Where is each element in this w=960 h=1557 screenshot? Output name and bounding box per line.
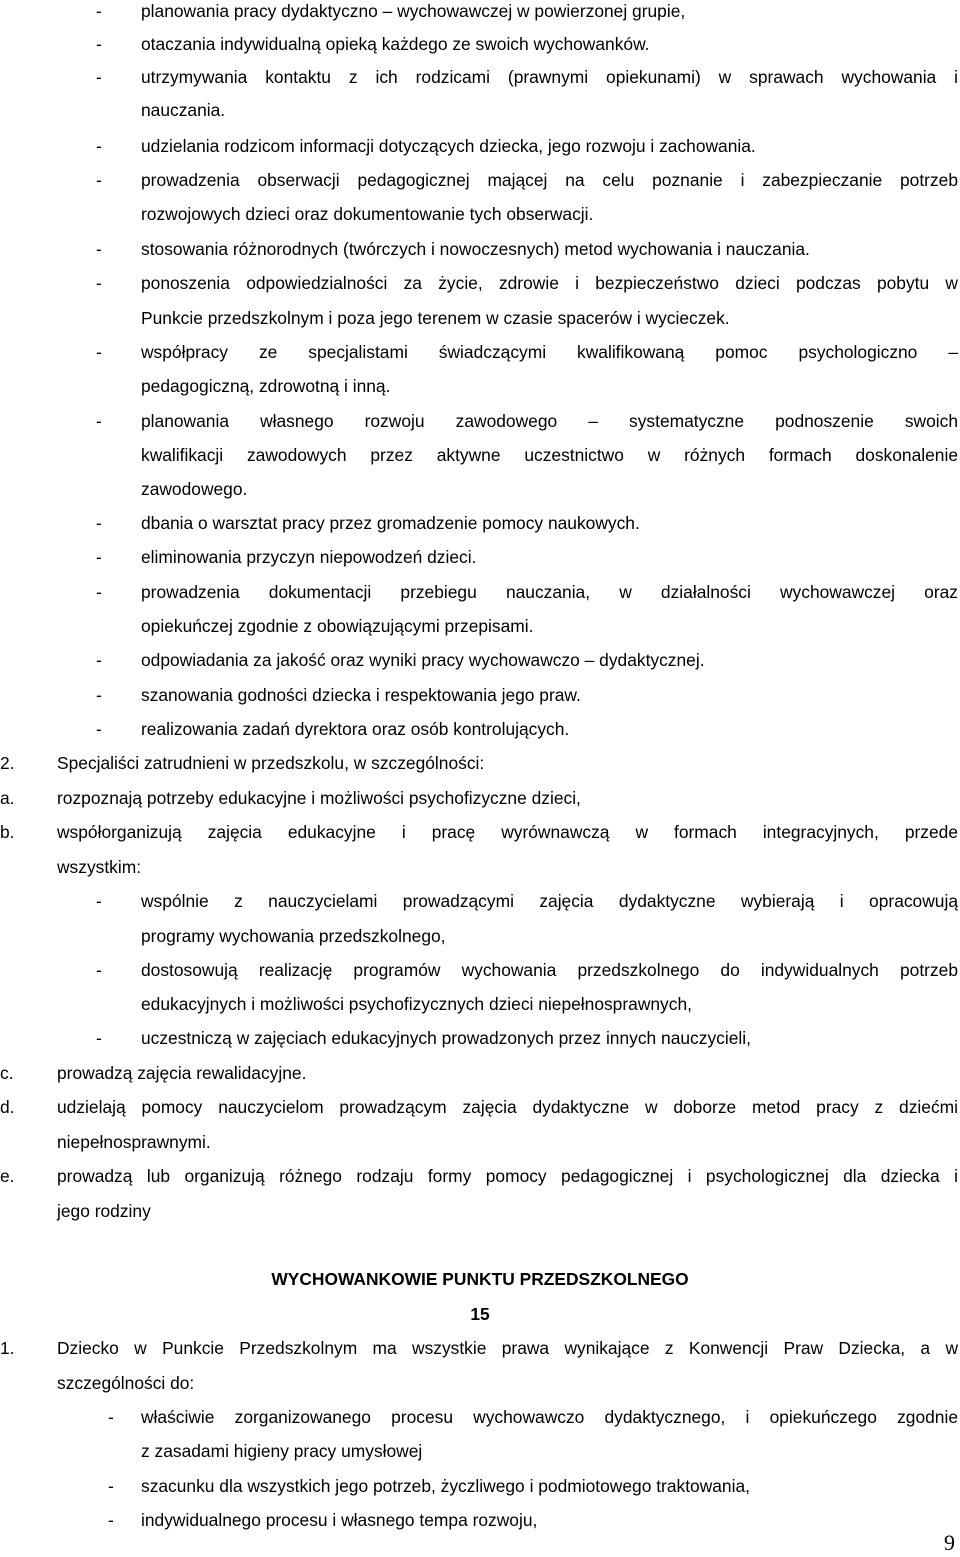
list-dash: - (96, 342, 102, 362)
list-item-line: dbania o warsztat pracy przez gromadzenie pomocy naukowych. (141, 513, 640, 533)
page-number: 9 (944, 1530, 955, 1555)
sub-point-text: prowadzą lub organizują różnego rodzaju formy pomocy pedagogicznej i psychologicznej dla dziecka i (57, 1166, 958, 1186)
sub-point-marker: b. (0, 822, 15, 842)
list-item-line: z zasadami higieny pracy umysłowej (141, 1441, 423, 1461)
list-item-line: wspólnie z nauczycielami prowadzącymi zajęcia dydaktyczne wybierają i opracowują (141, 891, 958, 911)
list-dash: - (96, 1, 102, 21)
sub-point-marker: d. (0, 1097, 15, 1117)
list-dash: - (96, 513, 102, 533)
list-item-line: otaczania indywidualną opieką każdego ze swoich wychowanków. (141, 34, 650, 54)
point-text: Specjaliści zatrudnieni w przedszkolu, w szczególności: (57, 753, 485, 773)
list-item-line: programy wychowania przedszkolnego, (141, 926, 446, 946)
list-item-line: kwalifikacji zawodowych przez aktywne uczestnictwo w różnych formach doskonalenie (141, 445, 958, 465)
sub-point-marker: e. (0, 1166, 15, 1186)
list-dash: - (96, 239, 102, 259)
list-item-line: rozwojowych dzieci oraz dokumentowanie tych obserwacji. (141, 204, 594, 224)
sub-point-text: prowadzą zajęcia rewalidacyjne. (57, 1063, 307, 1083)
list-dash: - (96, 891, 102, 911)
sub-point-text: współorganizują zajęcia edukacyjne i pracę wyrównawczą w formach integracyjnych, przede (57, 822, 958, 842)
list-dash: - (96, 67, 102, 87)
list-dash: - (108, 1510, 114, 1530)
list-dash: - (96, 273, 102, 293)
list-dash: - (96, 34, 102, 54)
list-item-line: udzielania rodzicom informacji dotyczących dziecka, jego rozwoju i zachowania. (141, 136, 756, 156)
list-item-line: Punkcie przedszkolnym i poza jego terenem w czasie spacerów i wycieczek. (141, 308, 730, 328)
list-item-line: eliminowania przyczyn niepowodzeń dzieci. (141, 547, 477, 567)
list-item-line: właściwie zorganizowanego procesu wychowawczo dydaktycznego, i opiekuńczego zgodnie (141, 1407, 958, 1427)
list-dash: - (96, 960, 102, 980)
list-item-line: opiekuńczej zgodnie z obowiązującymi przepisami. (141, 616, 534, 636)
list-dash: - (108, 1476, 114, 1496)
list-item-line: indywidualnego procesu i własnego tempa rozwoju, (141, 1510, 538, 1530)
list-dash: - (96, 719, 102, 739)
section-heading: WYCHOWANKOWIE PUNKTU PRZEDSZKOLNEGO (271, 1269, 689, 1289)
list-item-line: utrzymywania kontaktu z ich rodzicami (prawnymi opiekunami) w sprawach wychowania i (141, 67, 958, 87)
sub-point-text: wszystkim: (57, 857, 142, 877)
point-number: 1. (0, 1338, 15, 1358)
list-item-line: nauczania. (141, 100, 226, 120)
list-dash: - (96, 685, 102, 705)
list-dash: - (96, 650, 102, 670)
list-item-line: uczestniczą w zajęciach edukacyjnych prowadzonych przez innych nauczycieli, (141, 1028, 751, 1048)
list-item-line: planowania własnego rozwoju zawodowego – systematyczne podnoszenie swoich (141, 411, 958, 431)
list-dash: - (96, 136, 102, 156)
list-item-line: współpracy ze specjalistami świadczącymi kwalifikowaną pomoc psychologiczno – (141, 342, 958, 362)
list-dash: - (96, 1028, 102, 1048)
point-text: Dziecko w Punkcie Przedszkolnym ma wszystkie prawa wynikające z Konwencji Praw Dziecka, a w (57, 1338, 958, 1358)
list-dash: - (108, 1407, 114, 1427)
list-item-line: realizowania zadań dyrektora oraz osób kontrolujących. (141, 719, 570, 739)
list-dash: - (96, 582, 102, 602)
list-item-line: szanowania godności dziecka i respektowania jego praw. (141, 685, 581, 705)
sub-point-text: rozpoznają potrzeby edukacyjne i możliwości psychofizyczne dzieci, (57, 788, 581, 808)
list-item-line: planowania pracy dydaktyczno – wychowawczej w powierzonej grupie, (141, 1, 686, 21)
list-item-line: pedagogiczną, zdrowotną i inną. (141, 376, 391, 396)
list-dash: - (96, 547, 102, 567)
point-number: 2. (0, 753, 15, 773)
sub-point-text: jego rodziny (57, 1201, 151, 1221)
list-item-line: prowadzenia obserwacji pedagogicznej mającej na celu poznanie i zabezpieczanie potrzeb (141, 170, 958, 190)
sub-point-marker: a. (0, 788, 15, 808)
sub-point-text: udzielają pomocy nauczycielom prowadzącym zajęcia dydaktyczne w doborze metod pracy z dziećmi (57, 1097, 958, 1117)
sub-point-text: niepełnosprawnymi. (57, 1132, 211, 1152)
list-item-line: dostosowują realizację programów wychowania przedszkolnego do indywidualnych potrzeb (141, 960, 958, 980)
list-dash: - (96, 411, 102, 431)
list-item-line: stosowania różnorodnych (twórczych i nowoczesnych) metod wychowania i nauczania. (141, 239, 810, 259)
point-text: szczególności do: (57, 1373, 195, 1393)
list-item-line: odpowiadania za jakość oraz wyniki pracy wychowawczo – dydaktycznej. (141, 650, 705, 670)
list-item-line: ponoszenia odpowiedzialności za życie, zdrowie i bezpieczeństwo dzieci podczas pobytu w (141, 273, 958, 293)
sub-point-marker: c. (0, 1063, 14, 1083)
list-item-line: prowadzenia dokumentacji przebiegu nauczania, w działalności wychowawczej oraz (141, 582, 958, 602)
list-dash: - (96, 170, 102, 190)
list-item-line: zawodowego. (141, 479, 248, 499)
paragraph-number: 15 (470, 1304, 490, 1324)
list-item-line: edukacyjnych i możliwości psychofizycznych dzieci niepełnosprawnych, (141, 994, 692, 1014)
list-item-line: szacunku dla wszystkich jego potrzeb, życzliwego i podmiotowego traktowania, (141, 1476, 750, 1496)
